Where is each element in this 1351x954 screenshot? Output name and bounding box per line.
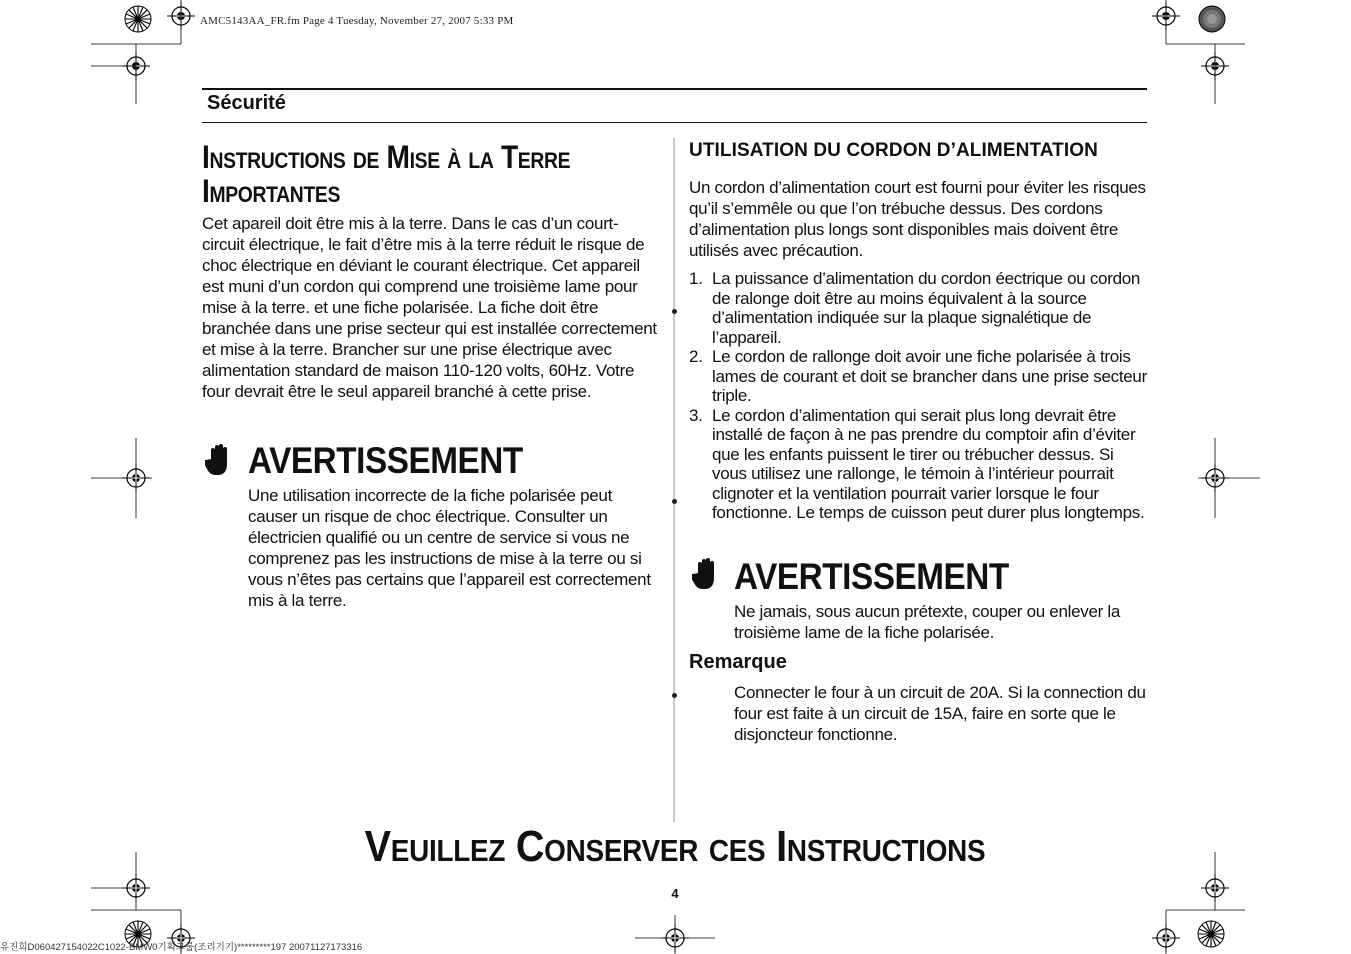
hand-icon — [205, 443, 235, 484]
list-item: 2. Le cordon de rallonge doit avoir une fiche polarisée à trois lames de courant et doit se brancher dans une prise secteur triple. — [689, 347, 1147, 405]
grounding-paragraph: Cet apareil doit être mis à la terre. Dans le cas d’un court-circuit électrique, le fait d’être mis à la terre réduit le risque de choc électrique en déviant le courant électrique. Cet appareil est muni d’un cordon qui comprend une troisième lame pour mise à la terre. et une fiche polarisée. La fiche doit être branchée dans une prise secteur qui est installée correctement et mise à la terre. Brancher sur une prise électrique avec alimentation standard de maison 110-120 volts, 60Hz. Votre four devrait être le seul appareil branché à cette prise. — [202, 214, 657, 401]
registration-mark-icon — [1201, 464, 1229, 492]
column-dot — [672, 309, 677, 314]
registration-mark-icon — [661, 924, 689, 952]
header-top-rule — [202, 88, 1147, 90]
warning-text-right: Ne jamais, sous aucun prétexte, couper ou enlever la troisième lame de la fiche polarisée. — [734, 602, 1121, 642]
page-number: 4 — [671, 886, 679, 901]
column-dot — [672, 499, 677, 504]
warning-title-right: AVERTISSEMENT — [734, 556, 1009, 597]
registration-mark-icon — [1152, 924, 1180, 952]
remark-title: Remarque — [689, 651, 787, 673]
color-wheel-icon — [1199, 6, 1225, 32]
color-wheel-icon — [125, 6, 151, 32]
warning-text-left: Une utilisation incorrecte de la fiche polarisée peut causer un risque de choc électrique. Consulter un électricien qualifié ou un centre de service si vous ne comprenez pas les instructions de mise à la terre ou si vous n’êtes pas certains que l’appareil est correctement mis à la terre. — [248, 486, 651, 610]
footer-title: Veuillez Conserver ces Instructions — [364, 822, 986, 871]
right-column — [689, 140, 1149, 523]
header-bottom-rule — [202, 122, 1147, 123]
warning-title-left: AVERTISSEMENT — [248, 440, 523, 481]
remark-text: Connecter le four à un circuit de 20A. Si la connection du four est faite à un circuit de 15A, faire en sorte que le disjoncteur fonctionne. — [734, 683, 1146, 744]
list-item: 1. La puissance d’alimentation du cordon éectrique ou cordon de ralonge doit être au moins équivalent à la source d’alimentation indiquée sur la plaque signalétique de l’appareil. — [689, 269, 1141, 347]
file-slug: AMC5143AA_FR.fm Page 4 Tuesday, November 27, 2007 5:33 PM — [200, 15, 514, 27]
cord-list — [689, 269, 1147, 523]
registration-mark-icon — [122, 874, 150, 902]
grounding-heading-line1: Instructions de Mise à la Terre — [202, 139, 571, 175]
grounding-heading-line2: Importantes — [202, 173, 341, 209]
column-dot — [672, 693, 677, 698]
registration-mark-icon — [1201, 874, 1229, 902]
cord-heading: UTILISATION DU CORDON D’ALIMENTATION — [689, 140, 1098, 161]
cord-intro: Un cordon d’alimentation court est fourni pour éviter les risques qu’il s’emmêle ou que l’on trébuche dessus. Des cordons d’alimentation plus longs sont disponibles mais doivent être utilisés avec précaution. — [689, 178, 1146, 260]
section-title: Sécurité — [207, 92, 286, 114]
hand-icon — [692, 557, 722, 598]
list-item: 3. Le cordon d’alimentation qui serait plus long devrait être installé de façon à ne pas prendre du comptoir afin d’éviter que les enfants puissent le tirer ou trébucher dessus. Si vous utilisez une rallonge, le témoin à l’intérieur pourrait clignoter et la ventilation pourrait varier lorsque le four fonctionne. Le temps de cuisson peut durer plus longtemps. — [689, 405, 1145, 522]
left-column — [202, 140, 662, 402]
bottom-slug: 유진희D060427154022C1022-BMW0기획그룹(조리기기)*********197 20071127173316 — [0, 942, 363, 953]
registration-mark-icon — [122, 464, 150, 492]
color-wheel-icon — [1198, 921, 1224, 947]
